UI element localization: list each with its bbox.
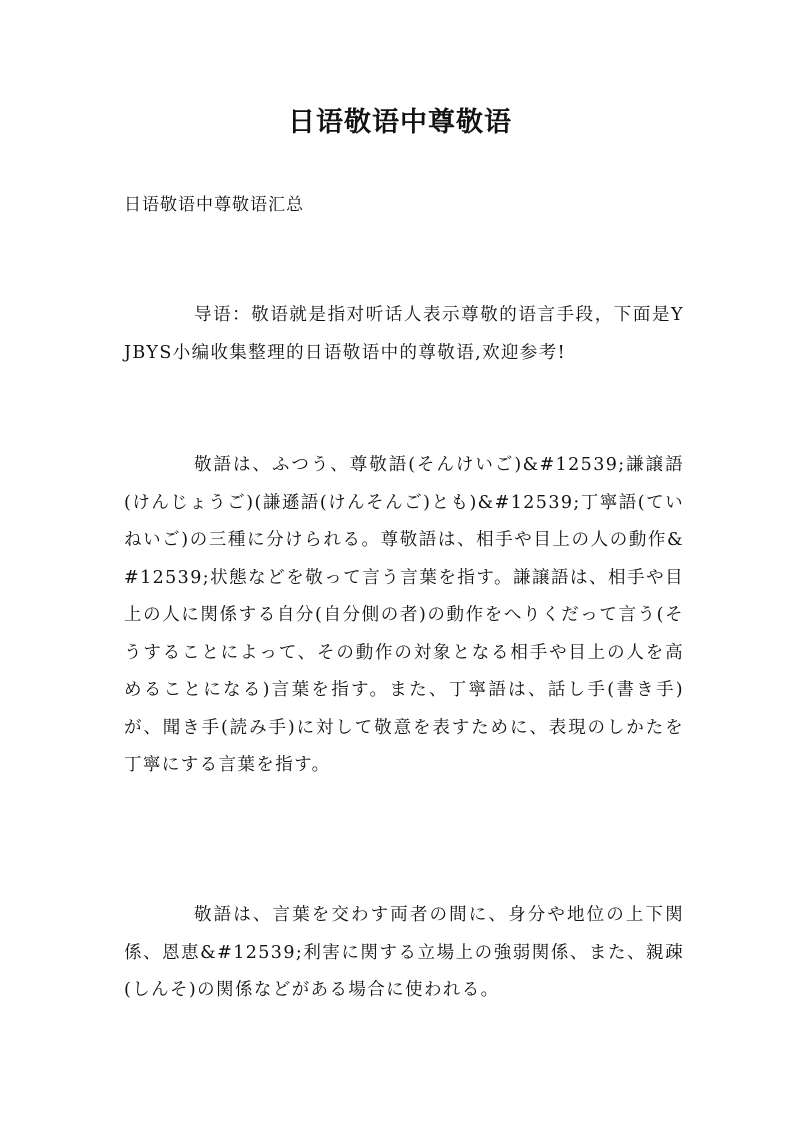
- paragraph-keigo-usage: 敬語は、言葉を交わす両者の間に、身分や地位の上下関係、恩恵&#12539;利害に関する立場上の強弱関係、また、親疎(しんそ)の関係などがある場合に使われる。: [124, 905, 684, 1000]
- document-subtitle: 日语敬语中尊敬语汇总: [124, 195, 304, 215]
- page-title: 日语敬语中尊敬语: [288, 107, 512, 138]
- paragraph-keigo-types: 敬語は、ふつう、尊敬語(そんけいご)&#12539;謙譲語(けんじょうご)(謙遜語(けんそんご)とも)&#12539;丁寧語(ていねいご)の三種に分けられる。尊敬語は、相手や目上の人の動作&#12539;状態などを敬って言う言葉を指す。謙譲語は、相手や目上の人に関係する自分(自分側の者)の動作をへりくだって言う(そうすることによって、その動作の対象となる相手や目上の人を高めることになる)言葉を指す。また、丁寧語は、話し手(書き手)が、聞き手(読み手)に対して敬意を表すために、表現のしかたを丁寧にする言葉を指す。: [124, 455, 684, 775]
- paragraph-intro: 导语：敬语就是指对听话人表示尊敬的语言手段，下面是YJBYS小编收集整理的日语敬语中的尊敬语,欢迎参考!: [124, 305, 684, 363]
